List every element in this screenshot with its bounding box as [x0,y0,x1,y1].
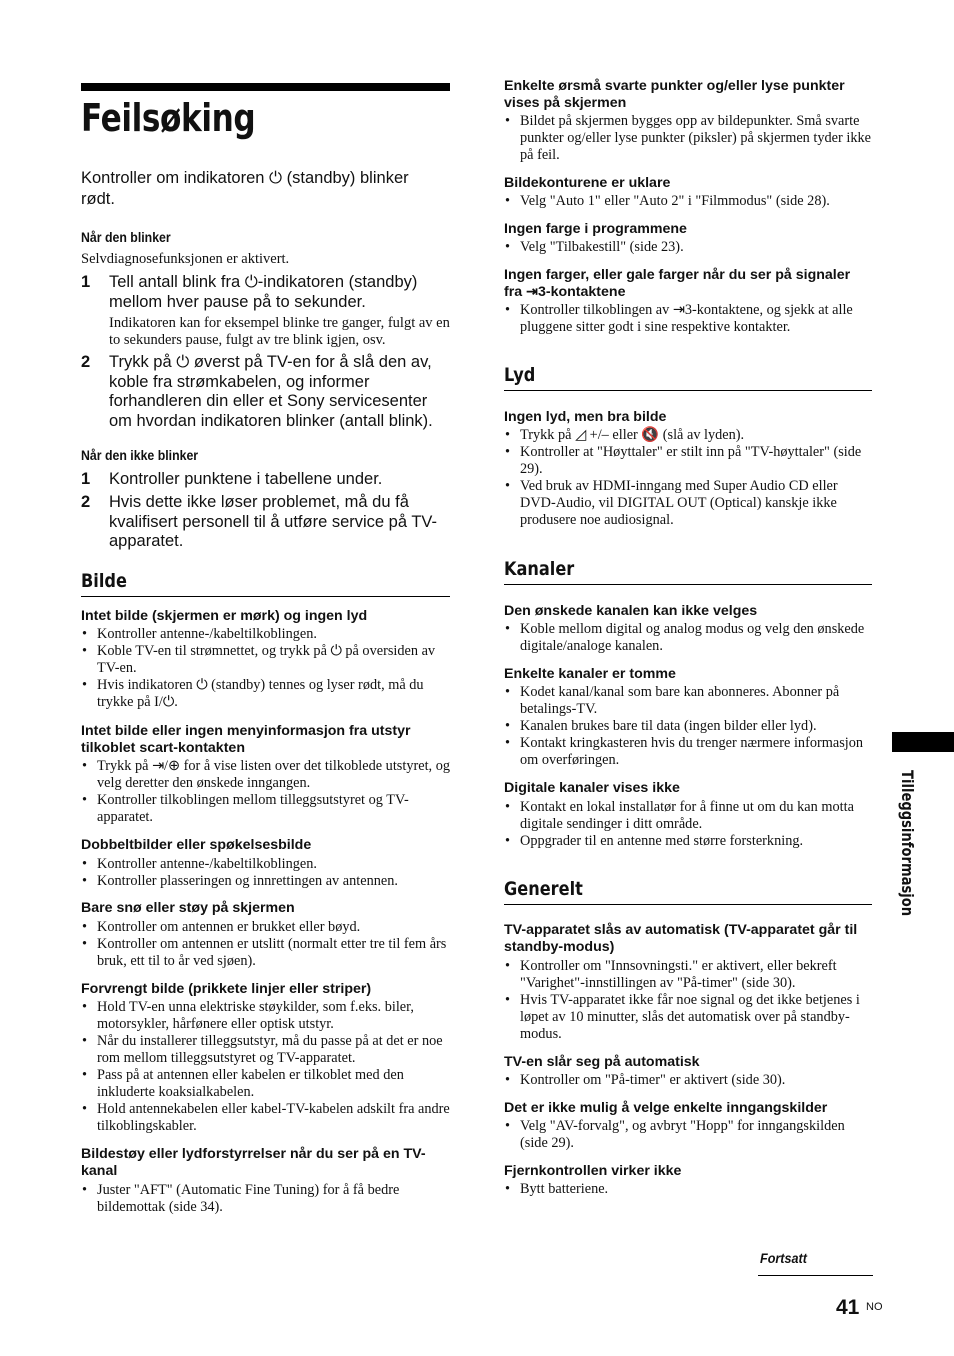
page-language: NO [866,1301,883,1313]
section-bilde [81,570,450,597]
blinking-heading: Når den blinker [81,229,171,245]
issue-bullets [504,427,872,529]
issue-heading: Enkelte kanaler er tomme [504,666,676,682]
issue-bullets [81,856,450,890]
step-text: Trykk på ⏻ øverst på TV-en for å slå den av, koble fra strømkabelen, og informer forhandleren din eller et Sony servicesenter om hvordan indikatoren blinker (antall blink). [109,353,433,430]
issue-heading: Forvrengt bilde (prikkete linjer eller striper) [81,981,372,997]
issue-bullets [81,626,450,711]
issue-bullets [504,958,872,1043]
list-item: • Kontroller antenne-/kabeltilkoblingen. [81,626,450,643]
list-item: • Kontroller om antennen er utslitt (normalt etter tre til fem års bruk, ett til to år ved sjøen). [81,936,450,970]
issue-bullets [81,919,450,970]
title-rule [81,83,450,91]
issue-heading: Ingen farger, eller gale farger når du ser på signaler fra ⇥3-kontaktene [504,267,851,300]
not-blinking-step-2 [81,493,450,552]
issue-heading: Digitale kanaler vises ikke [504,780,680,796]
issue-heading: Fjernkontrollen virker ikke [504,1163,682,1179]
issue-heading: Intet bilde eller ingen menyinformasjon fra utstyr tilkoblet scart-kontakten [81,723,411,756]
issue-heading: Dobbeltbilder eller spøkelsesbilde [81,837,312,853]
list-item: • Bytt batteriene. [504,1181,872,1198]
issue-heading: Intet bilde (skjermen er mørk) og ingen lyd [81,608,368,624]
list-item: • Velg "Tilbakestill" (side 23). [504,239,872,256]
list-item: • Juster "AFT" (Automatic Fine Tuning) for å få bedre bildemottak (side 34). [81,1182,450,1216]
list-item: • Kontroller tilkoblingen mellom tilleggsutstyret og TV-apparatet. [81,792,450,826]
issue-bullets [504,621,872,655]
issue-bullets [504,239,872,256]
step-number: 2 [81,353,91,371]
list-item: • Kodet kanal/kanal som bare kan abonneres. Abonner på betalings-TV. [504,684,872,718]
list-item: • Ved bruk av HDMI-inngang med Super Audio CD eller DVD-Audio, vil DIGITAL OUT (Optical) kanskje ikke produsere noe audiosignal. [504,478,872,529]
list-item: • Pass på at antennen eller kabelen er tilkoblet med den inkluderte koaksialkabelen. [81,1067,450,1101]
blinking-step-2 [81,353,450,431]
blinking-step-1 [81,273,450,312]
step-number: 1 [81,273,91,291]
list-item: • Velg "Auto 1" eller "Auto 2" i "Filmmodus" (side 28). [504,193,872,210]
issue-bullets [504,1072,872,1089]
issue-heading: Enkelte ørsmå svarte punkter og/eller lyse punkter vises på skjermen [504,78,845,111]
continued-rule [758,1275,873,1276]
step-text: Tell antall blink fra ⏻-indikatoren (standby) mellom hver pause på to sekunder. [109,273,418,311]
step-number: 1 [81,470,91,488]
list-item: • Trykk på ◿ +/– eller 🔇 (slå av lyden). [504,427,872,444]
issue-bullets [81,999,450,1135]
section-tab-marker [892,732,954,752]
issue-bullets [504,1181,872,1198]
section-title: Bilde [81,570,127,592]
not-blinking-heading: Når den ikke blinker [81,447,199,463]
blinking-text: Selvdiagnosefunksjonen er aktivert. [81,251,290,267]
list-item: • Oppgrader til en antenne med større forsterkning. [504,833,872,850]
list-item: • Kontroller om "Innsovningsti." er aktivert, eller bekreft "Varighet"-innstillingen av "På-timer" (side 30). [504,958,872,992]
list-item: • Velg "AV-forvalg", og avbryt "Hopp" for inngangskilden (side 29). [504,1118,872,1152]
list-item: • Bildet på skjermen bygges opp av bildepunkter. Små svarte punkter og/eller lyse punkter (piksler) på skjermen tyder ikke på feil. [504,113,872,164]
section-generelt [504,878,872,905]
issue-heading: Ingen lyd, men bra bilde [504,409,667,425]
issue-heading: Bildekonturene er uklare [504,175,671,191]
issue-heading: TV-en slår seg på automatisk [504,1054,700,1070]
list-item: • Kontroller plasseringen og innrettingen av antennen. [81,873,450,890]
list-item: • Hold TV-en unna elektriske støykilder, som f.eks. biler, motorsykler, hårfønere eller optisk utstyr. [81,999,450,1033]
blinking-step-1-note: Indikatoren kan for eksempel blinke tre ganger, fulgt av en to sekunders pause, fulgt av tre blink igjen, osv. [109,315,450,348]
issue-bullets [504,113,872,164]
issue-bullets [504,799,872,850]
section-kanaler [504,558,872,585]
issue-heading: Den ønskede kanalen kan ikke velges [504,603,758,619]
step-text: Kontroller punktene i tabellene under. [109,470,383,488]
list-item: • Hvis indikatoren ⏻ (standby) tennes og lyser rødt, må du trykke på I/⏻. [81,677,450,711]
page-title: Feilsøking [81,96,256,140]
section-lyd [504,364,872,391]
list-item: • Kontroller om antennen er brukket eller bøyd. [81,919,450,936]
list-item: • Kontroller tilkoblingen av ⇥3-kontaktene, og sjekk at alle pluggene sitter godt i sine respektive kontakter. [504,302,872,336]
continued-label: Fortsatt [760,1250,807,1266]
section-title: Generelt [504,878,583,900]
issue-bullets [81,1182,450,1216]
issue-heading: Det er ikke mulig å velge enkelte inngangskilder [504,1100,828,1116]
section-title: Kanaler [504,558,575,580]
list-item: • Kontroller antenne-/kabeltilkoblingen. [81,856,450,873]
issue-heading: Bildestøy eller lydforstyrrelser når du ser på en TV-kanal [81,1146,426,1179]
list-item: • Kanalen brukes bare til data (ingen bilder eller lyd). [504,718,872,735]
page-number: 41 [836,1296,860,1319]
list-item: • Hold antennekabelen eller kabel-TV-kabelen adskilt fra andre tilkoblingskabler. [81,1101,450,1135]
list-item: • Hvis TV-apparatet ikke får noe signal og det ikke betjenes i løpet av 10 minutter, slås det automatisk over på standby-modus. [504,992,872,1043]
issue-heading: Ingen farge i programmene [504,221,687,237]
list-item: • Trykk på ⇥/⊕ for å vise listen over det tilkoblede utstyret, og velg deretter den ønskede inngangen. [81,758,450,792]
list-item: • Koble mellom digital og analog modus og velg den ønskede digitale/analoge kanalen. [504,621,872,655]
step-text: Hvis dette ikke løser problemet, må du få kvalifisert personell til å utføre service på TV-apparatet. [109,493,437,550]
issue-bullets [504,684,872,769]
list-item: • Koble TV-en til strømnettet, og trykk på ⏻ på oversiden av TV-en. [81,643,450,677]
issue-heading: Bare snø eller støy på skjermen [81,900,295,916]
list-item: • Kontakt en lokal installatør for å finne ut om du kan motta digitale sendinger i ditt område. [504,799,872,833]
issue-bullets [504,302,872,336]
list-item: • Kontroller om "På-timer" er aktivert (side 30). [504,1072,872,1089]
side-section-label [893,770,923,950]
section-title: Lyd [504,364,536,386]
issue-heading: TV-apparatet slås av automatisk (TV-apparatet går til standby-modus) [504,922,858,955]
issue-bullets [81,758,450,826]
issue-bullets [504,1118,872,1152]
list-item: • Når du installerer tilleggsutstyr, må du passe på at det er noe rom mellom tilleggsutstyret og TV-apparatet. [81,1033,450,1067]
step-number: 2 [81,493,91,511]
intro-lead: Kontroller om indikatoren ⏻ (standby) blinker rødt. [81,169,409,208]
list-item: • Kontakt kringkasteren hvis du trenger nærmere informasjon om overføringen. [504,735,872,769]
list-item: • Kontroller at "Høyttaler" er stilt inn på "TV-høyttaler" (side 29). [504,444,872,478]
side-label-text: Tilleggsinformasjon [898,770,917,917]
not-blinking-step-1 [81,470,450,490]
issue-bullets [504,193,872,210]
